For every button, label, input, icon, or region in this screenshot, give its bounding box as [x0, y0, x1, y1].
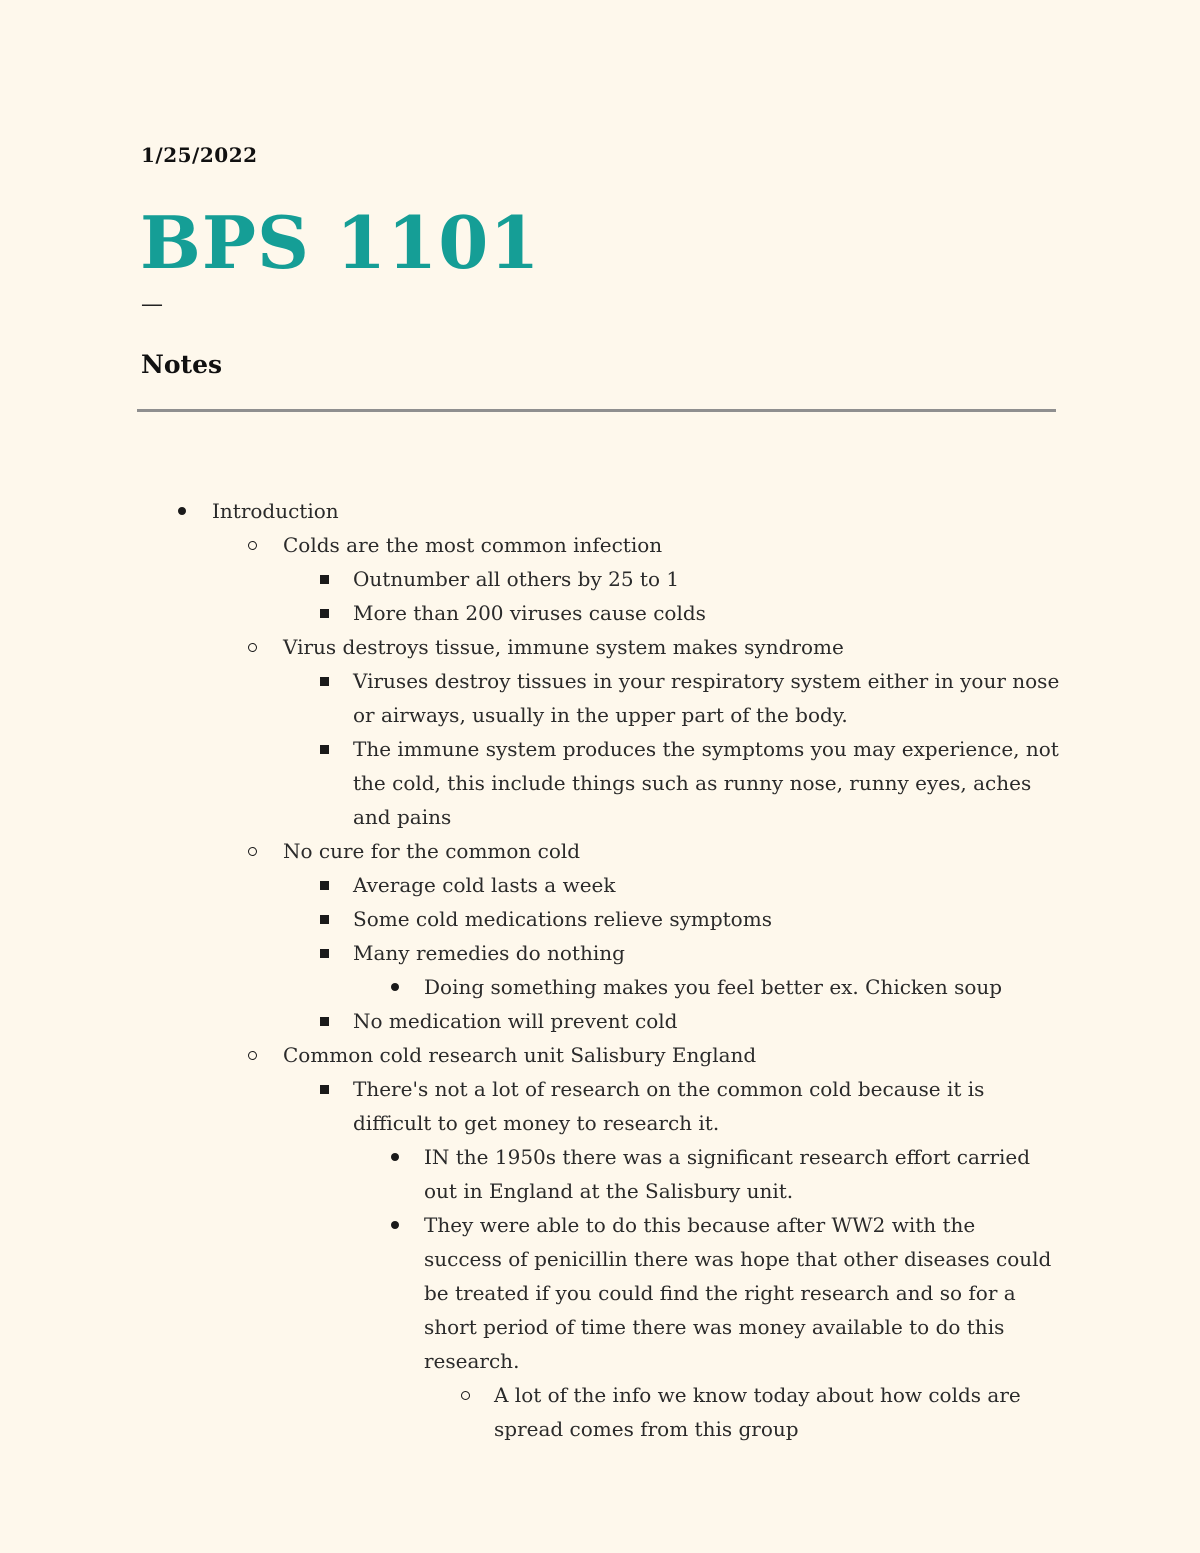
list-item-text: No medication will prevent cold — [353, 1009, 678, 1033]
list-item — [424, 1208, 1054, 1378]
title-dash: — — [141, 292, 163, 317]
list-item — [353, 936, 1063, 970]
square-bullet-icon — [320, 1085, 329, 1094]
square-bullet-icon — [320, 575, 329, 584]
list-item-text: Many remedies do nothing — [353, 941, 625, 965]
square-bullet-icon — [320, 677, 329, 686]
list-item-text: IN the 1950s there was a significant research effort carried out in England at the Salisbury unit. — [424, 1145, 1031, 1203]
list-item — [353, 664, 1063, 732]
list-item — [353, 1072, 1063, 1140]
page-subtitle: Notes — [141, 350, 223, 379]
disc-bullet-icon — [391, 983, 399, 991]
list-item-text: Virus destroys tissue, immune system makes syndrome — [283, 635, 844, 659]
notes-list — [0, 494, 1200, 1446]
square-bullet-icon — [320, 1017, 329, 1026]
list-item — [353, 732, 1063, 834]
list-item-text: Introduction — [212, 499, 339, 523]
disc-bullet-icon — [391, 1153, 399, 1161]
horizontal-rule — [137, 409, 1056, 412]
list-item-text: Some cold medications relieve symptoms — [353, 907, 772, 931]
list-item — [424, 1140, 1054, 1208]
square-bullet-icon — [320, 745, 329, 754]
list-item — [353, 902, 1063, 936]
circle-bullet-icon — [248, 541, 257, 550]
list-item-text: A lot of the info we know today about how colds are spread comes from this group — [494, 1383, 1021, 1441]
list-item — [283, 528, 1063, 562]
list-item — [424, 970, 1054, 1004]
list-item — [494, 1378, 1034, 1446]
circle-bullet-icon — [248, 1051, 257, 1060]
list-item — [283, 1038, 1063, 1072]
circle-bullet-icon — [248, 643, 257, 652]
list-item — [212, 494, 1062, 528]
list-item — [353, 562, 1063, 596]
list-item — [283, 630, 1063, 664]
page-title: BPS 1101 — [140, 200, 541, 285]
list-item-text: The immune system produces the symptoms you may experience, not the cold, this include things such as runny nose, runny eyes, aches and pains — [353, 737, 1059, 829]
document-date: 1/25/2022 — [141, 143, 258, 167]
list-item-text: More than 200 viruses cause colds — [353, 601, 706, 625]
list-item-text: No cure for the common cold — [283, 839, 581, 863]
list-item-text: Average cold lasts a week — [353, 873, 616, 897]
list-item-text: Common cold research unit Salisbury England — [283, 1043, 757, 1067]
list-item-text: Doing something makes you feel better ex. Chicken soup — [424, 975, 1003, 999]
list-item-text: Viruses destroy tissues in your respiratory system either in your nose or airways, usually in the upper part of the body. — [353, 669, 1060, 727]
list-item — [353, 1004, 1063, 1038]
square-bullet-icon — [320, 609, 329, 618]
list-item-text: Colds are the most common infection — [283, 533, 663, 557]
square-bullet-icon — [320, 881, 329, 890]
square-bullet-icon — [320, 915, 329, 924]
circle-bullet-icon — [248, 847, 257, 856]
circle-bullet-icon — [461, 1391, 470, 1400]
list-item-text: There's not a lot of research on the common cold because it is difficult to get money to research it. — [353, 1077, 985, 1135]
list-item — [353, 868, 1063, 902]
square-bullet-icon — [320, 949, 329, 958]
disc-bullet-icon — [178, 507, 186, 515]
disc-bullet-icon — [391, 1221, 399, 1229]
list-item-text: They were able to do this because after WW2 with the success of penicillin there was hope that other diseases could be treated if you could find the right research and so for a short period of time there was money available to do this research. — [424, 1213, 1052, 1373]
list-item — [283, 834, 1063, 868]
list-item — [353, 596, 1063, 630]
list-item-text: Outnumber all others by 25 to 1 — [353, 567, 680, 591]
